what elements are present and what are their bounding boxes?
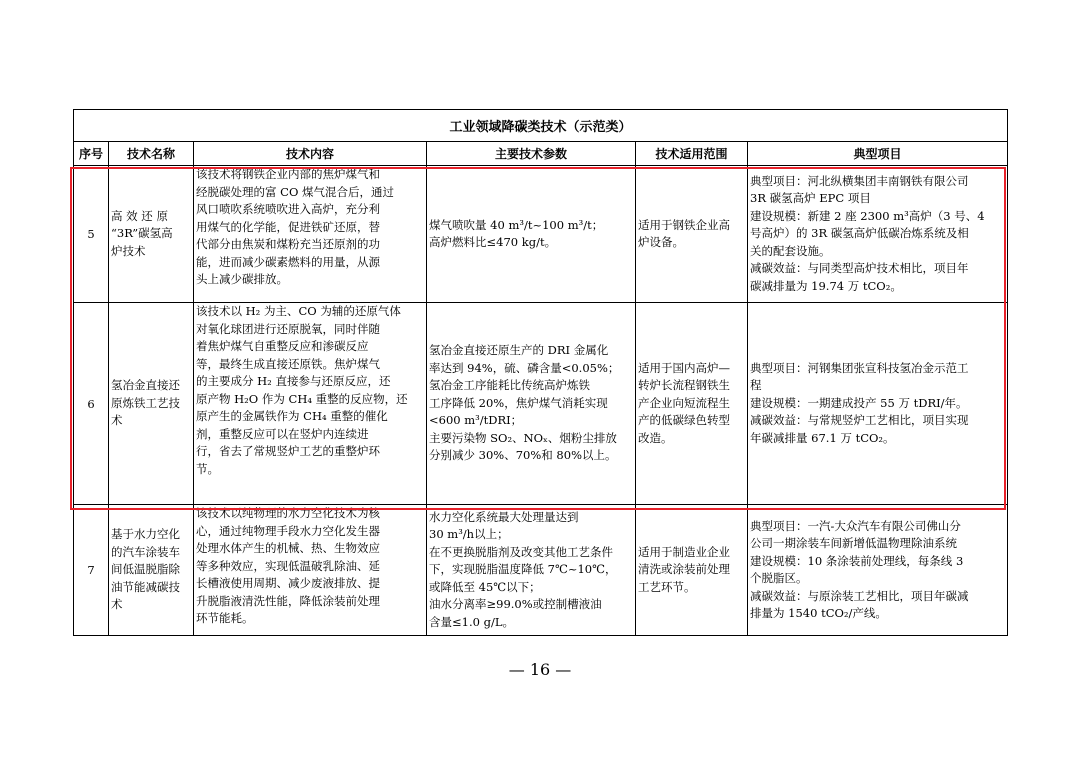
cell-line: 工序降低 20%，焦炉煤气消耗实现 [429,395,608,410]
cell-line: 30 m³/h以上； [429,527,509,542]
table-title: 工业领域降碳类技术（示范类） [74,110,1008,142]
cell-line: 适用于钢铁企业高 [638,217,730,232]
cell-line: 工艺环节。 [638,579,696,594]
cell-line: 关的配套设施。 [750,243,831,258]
row-number: 7 [74,505,109,636]
cell-line: 建设规模：一期建成投产 55 万 tDRI/年。 [750,395,968,410]
cell-line: 碳减排量为 19.74 万 tCO₂。 [750,278,902,293]
cell-line: 高炉燃料比≤470 kg/t。 [429,235,557,249]
tech-scope-cell [636,505,748,636]
cell-line: 适用于国内高炉— [638,360,730,375]
cell-line: 节。 [196,461,219,476]
cell-line: 头上减少碳排放。 [196,272,288,286]
cell-line: 典型项目：河北纵横集团丰南钢铁有限公司 [750,173,969,188]
table-title-row [74,110,1008,142]
tech-name-cell [109,303,194,505]
cell-line: 经脱碳处理的富 CO 煤气混合后，通过 [196,184,395,199]
cell-line: 的汽车涂装车 [111,544,180,559]
cell-line: 该技术以 H₂ 为主、CO 为辅的还原气体 [196,304,401,318]
cell-line: 炉技术 [111,243,146,258]
cell-line: 适用于制造业企业 [638,544,730,559]
header-content: 技术内容 [194,142,427,166]
cell-line: 心，通过纯物理手段水力空化发生器 [196,523,380,538]
cell-line: “3R”碳氢高 [111,226,173,241]
cell-line: 产的低碳绿色转型 [638,413,730,428]
cell-line: 氢冶金工序能耗比传统高炉炼铁 [429,378,590,393]
cell-line: 水力空化系统最大处理量达到 [429,509,579,524]
cell-line: 个脱脂区。 [750,571,808,585]
cell-line: 在不更换脱脂剂及改变其他工艺条件 [429,544,613,559]
cell-line: 或降低至 45℃以下； [429,579,541,594]
cell-line: 油水分离率≥99.0%或控制槽液油 [429,597,602,612]
cell-line: 该技术以纯物理的水力空化技术为核 [196,506,380,520]
typical-project-cell [748,166,1008,303]
cell-line: 氢冶金直接还原生产的 DRI 金属化 [429,343,609,358]
cell-line: 该技术将钢铁企业内部的焦炉煤气和 [196,167,380,181]
cell-line: 的主要成分 H₂ 直接参与还原反应，还 [196,374,391,388]
tech-params-cell [427,505,636,636]
cell-line: 下，实现脱脂温度降低 7℃~10℃， [429,562,617,577]
cell-line: 行，省去了常规竖炉工艺的重整炉环 [196,444,380,458]
cell-line: 环节能耗。 [196,611,254,625]
cell-line: 主要污染物 SO₂、NOₓ、烟粉尘排放 [429,430,617,445]
header-project: 典型项目 [748,142,1008,166]
cell-line: 代部分由焦炭和煤粉充当还原剂的功 [196,237,380,251]
cell-line: 改造。 [638,430,673,445]
cell-line: 等多种效应，实现低温破乳除油、延 [196,558,380,573]
table-body [74,166,1008,636]
header-params: 主要技术参数 [427,142,636,166]
header-scope: 技术适用范围 [636,142,748,166]
table-row [74,303,1008,505]
cell-line: 分别减少 30%、70%和 80%以上。 [429,448,617,463]
cell-line: <600 m³/tDRI； [429,413,523,428]
cell-line: 号高炉）的 3R 碳氢高炉低碳冶炼系统及相 [750,226,969,241]
cell-line: 建设规模：10 条涂装前处理线，每条线 3 [750,553,964,568]
header-no: 序号 [74,142,109,166]
tech-params-cell [427,166,636,303]
cell-line: 3R 碳氢高炉 EPC 项目 [750,191,871,206]
cell-line: 产企业向短流程生 [638,395,730,410]
tech-content-cell [194,303,427,505]
page-number: — 16 — [508,660,572,679]
cell-line: 排量为 1540 tCO₂/产线。 [750,606,887,620]
cell-line: 氢冶金直接还 [111,378,180,393]
header-name: 技术名称 [109,142,194,166]
cell-line: 高 效 还 原 [111,208,168,223]
cell-line: 剂，重整反应可以在竖炉内连续进 [196,426,369,441]
cell-line: 减碳效益：与原涂装工艺相比，项目年碳减 [750,588,969,603]
tech-name-cell [109,505,194,636]
cell-line: 用煤气的化学能，促进铁矿还原，替 [196,219,380,234]
cell-line: 升脱脂液清洗性能，降低涂装前处理 [196,593,380,608]
tech-params-cell [427,303,636,505]
cell-line: 等，最终生成直接还原铁。焦炉煤气 [196,356,380,371]
cell-line: 间低温脱脂除 [111,562,180,577]
row-number: 5 [74,166,109,303]
tech-content-cell [194,166,427,303]
cell-line: 减碳效益：与同类型高炉技术相比，项目年 [750,261,969,276]
cell-line: 术 [111,413,123,428]
cell-line: 能，进而减少碳素燃料的用量，从源 [196,254,380,269]
cell-line: 减碳效益：与常规竖炉工艺相比，项目实现 [750,413,969,428]
cell-line: 转炉长流程钢铁生 [638,378,730,393]
cell-line: 公司一期涂装车间新增低温物理除油系统 [750,536,957,550]
cell-line: 程 [750,378,762,393]
cell-line: 风口喷吹系统喷吹进入高炉，充分利 [196,202,380,216]
table-header-row [74,142,1008,166]
technology-table [73,109,1008,636]
table-row [74,166,1008,303]
cell-line: 炉设备。 [638,235,684,249]
cell-line: 对氧化球团进行还原脱氧，同时伴随 [196,321,380,336]
cell-line: 含量≤1.0 g/L。 [429,614,514,629]
cell-line: 年碳减排量 67.1 万 tCO₂。 [750,430,895,445]
tech-scope-cell [636,303,748,505]
cell-line: 术 [111,597,123,612]
cell-line: 油节能减碳技 [111,579,180,594]
cell-line: 清洗或涂装前处理 [638,562,730,577]
cell-line: 煤气喷吹量 40 m³/t~100 m³/t； [429,217,604,232]
tech-scope-cell [636,166,748,303]
typical-project-cell [748,303,1008,505]
cell-line: 原产物 H₂O 作为 CH₄ 重整的反应物，还 [196,391,408,406]
cell-line: 处理水体产生的机械、热、生物效应 [196,541,380,555]
cell-line: 基于水力空化 [111,527,180,542]
cell-line: 原产生的金属铁作为 CH₄ 重整的催化 [196,409,388,423]
tech-name-cell [109,166,194,303]
cell-line: 长槽液使用周期、减少废液排放、提 [196,576,380,590]
cell-line: 原炼铁工艺技 [111,395,180,410]
cell-line: 建设规模：新建 2 座 2300 m³高炉（3 号、4 [750,208,985,223]
cell-line: 典型项目：河钢集团张宣科技氢冶金示范工 [750,360,969,375]
table-row [74,505,1008,636]
cell-line: 典型项目：一汽-大众汽车有限公司佛山分 [750,518,961,533]
row-number: 6 [74,303,109,505]
cell-line: 率达到 94%，硫、磷含量<0.05%； [429,360,620,375]
tech-content-cell [194,505,427,636]
typical-project-cell [748,505,1008,636]
cell-line: 着焦炉煤气自重整反应和渗碳反应 [196,339,369,353]
